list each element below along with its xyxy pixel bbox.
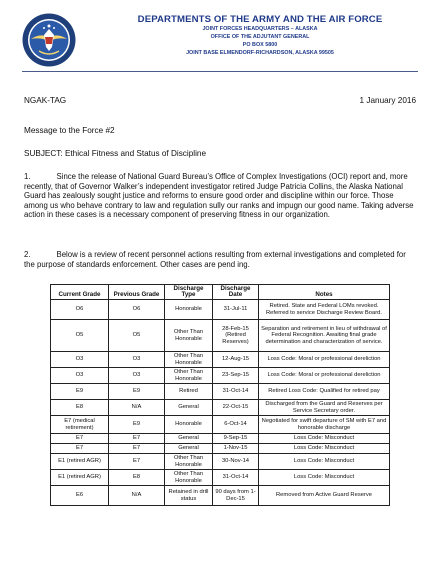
- cell-notes: Retired. State and Federal LOMs revoked. Referred to service Discharge Review Board.: [259, 300, 390, 320]
- table-row: [51, 486, 390, 506]
- cell-current-grade: E1 (retired AGR): [51, 454, 109, 470]
- cell-notes: Loss Code: Misconduct: [259, 470, 390, 486]
- table-row: [51, 454, 390, 470]
- letterhead-org: DEPARTMENTS OF THE ARMY AND THE AIR FORCE: [137, 14, 383, 25]
- table-row: [51, 368, 390, 384]
- cell-discharge-type: General: [165, 434, 213, 444]
- cell-previous-grade: E9: [109, 384, 165, 400]
- col-previous-grade: Previous Grade: [109, 285, 165, 300]
- cell-discharge-date: 90 days from 1-Dec-15: [213, 486, 259, 506]
- cell-discharge-date: 12-Aug-15: [213, 352, 259, 368]
- paragraph-1-text: Since the release of National Guard Bureau’s Office of Complex Investigations (OCI) report and, more recently, that of Governor Walker’s independent investigator retired Judge Patricia Collins, the Alaska National Guard has zealously sought justice and reforms to ensure good order and discipline within our force. Those among us who behave contrary to law and regulation sully our ranks and impugn our good name. Taking adverse action in these cases is a necessary component of preserving fitness in our organization.: [24, 172, 414, 219]
- table-body: [51, 300, 390, 506]
- letterhead-line-1: JOINT FORCES HEADQUARTERS – ALASKA: [202, 26, 318, 32]
- cell-discharge-date: 6-Oct-14: [213, 416, 259, 434]
- cell-current-grade: E7: [51, 434, 109, 444]
- cell-current-grade: E7: [51, 444, 109, 454]
- cell-notes: Removed from Active Guard Reserve: [259, 486, 390, 506]
- cell-discharge-type: Other Than Honorable: [165, 454, 213, 470]
- dod-seal-icon: [22, 13, 76, 67]
- cell-previous-grade: N/A: [109, 486, 165, 506]
- cell-previous-grade: N/A: [109, 400, 165, 416]
- cell-discharge-date: 1-Nov-15: [213, 444, 259, 454]
- table-row: [51, 400, 390, 416]
- reference-line: [24, 96, 416, 105]
- cell-discharge-date: 31-Oct-14: [213, 384, 259, 400]
- cell-discharge-date: 23-Sep-15: [213, 368, 259, 384]
- personnel-actions-table: [50, 284, 390, 506]
- cell-previous-grade: O6: [109, 300, 165, 320]
- col-current-grade: Current Grade: [51, 285, 109, 300]
- cell-discharge-type: General: [165, 400, 213, 416]
- cell-discharge-date: 28-Feb-15 (Retired Reserves): [213, 320, 259, 352]
- paragraph-1: [24, 172, 416, 220]
- cell-current-grade: O3: [51, 368, 109, 384]
- cell-discharge-type: Other Than Honorable: [165, 368, 213, 384]
- cell-current-grade: E7 (medical retirement): [51, 416, 109, 434]
- table-row: [51, 352, 390, 368]
- table-row: [51, 434, 390, 444]
- letterhead-line-4: JOINT BASE ELMENDORF-RICHARDSON, ALASKA 99505: [186, 50, 334, 56]
- cell-previous-grade: O3: [109, 368, 165, 384]
- cell-notes: Loss Code: Misconduct: [259, 454, 390, 470]
- cell-discharge-date: 30-Nov-14: [213, 454, 259, 470]
- paragraph-1-number: 1.: [24, 172, 31, 181]
- letterhead: [88, 14, 432, 57]
- cell-discharge-type: Retained in drill status: [165, 486, 213, 506]
- letter-date: 1 January 2016: [359, 96, 416, 105]
- cell-notes: Loss Code: Moral or professional dereliction: [259, 368, 390, 384]
- cell-current-grade: O5: [51, 320, 109, 352]
- cell-notes: Separation and retirement in lieu of withdrawal of Federal Recognition. Awaiting final grade determination and characterization of service.: [259, 320, 390, 352]
- col-discharge-date: Discharge Date: [213, 285, 259, 300]
- table-header-row: [51, 285, 390, 300]
- cell-previous-grade: E7: [109, 444, 165, 454]
- table-row: [51, 320, 390, 352]
- cell-discharge-date: 31-Oct-14: [213, 470, 259, 486]
- cell-notes: Loss Code: Misconduct: [259, 434, 390, 444]
- paragraph-2-text: Below is a review of recent personnel actions resulting from external investigations and completed for the purpose of standards enforcement. Other cases are pend ing.: [24, 250, 406, 269]
- cell-previous-grade: E9: [109, 416, 165, 434]
- paragraph-2-number: 2.: [24, 250, 31, 259]
- cell-notes: Loss Code: Misconduct: [259, 444, 390, 454]
- cell-current-grade: O6: [51, 300, 109, 320]
- cell-current-grade: E1 (retired AGR): [51, 470, 109, 486]
- col-discharge-type: Discharge Type: [165, 285, 213, 300]
- cell-current-grade: E8: [51, 400, 109, 416]
- cell-notes: Loss Code: Moral or professional dereliction: [259, 352, 390, 368]
- cell-current-grade: E6: [51, 486, 109, 506]
- cell-previous-grade: O5: [109, 320, 165, 352]
- cell-discharge-date: 31-Jul-11: [213, 300, 259, 320]
- message-title: Message to the Force #2: [24, 126, 115, 135]
- table-row: [51, 444, 390, 454]
- cell-discharge-type: General: [165, 444, 213, 454]
- col-notes: Notes: [259, 285, 390, 300]
- table-row: [51, 416, 390, 434]
- letterhead-line-3: PO BOX 5800: [242, 42, 278, 48]
- cell-discharge-type: Retired: [165, 384, 213, 400]
- cell-previous-grade: E8: [109, 470, 165, 486]
- subject-line: SUBJECT: Ethical Fitness and Status of Discipline: [24, 149, 207, 158]
- cell-notes: Retired Loss Code: Qualified for retired pay: [259, 384, 390, 400]
- office-symbol: NGAK-TAG: [24, 96, 67, 105]
- cell-notes: Negotiated for swift departure of SM with E7 and honorable discharge: [259, 416, 390, 434]
- cell-discharge-date: 22-Oct-15: [213, 400, 259, 416]
- cell-discharge-type: Other Than Honorable: [165, 352, 213, 368]
- cell-discharge-type: Honorable: [165, 416, 213, 434]
- cell-previous-grade: E7: [109, 454, 165, 470]
- cell-previous-grade: O3: [109, 352, 165, 368]
- cell-current-grade: E9: [51, 384, 109, 400]
- cell-discharge-type: Honorable: [165, 300, 213, 320]
- paragraph-2: [24, 250, 416, 269]
- cell-current-grade: O3: [51, 352, 109, 368]
- cell-notes: Discharged from the Guard and Reserves per Service Secretary order.: [259, 400, 390, 416]
- cell-discharge-type: Other Than Honorable: [165, 470, 213, 486]
- table-row: [51, 300, 390, 320]
- cell-discharge-date: 9-Sep-15: [213, 434, 259, 444]
- header-divider: [22, 71, 418, 72]
- table-row: [51, 384, 390, 400]
- cell-previous-grade: E7: [109, 434, 165, 444]
- cell-discharge-type: Other Than Honorable: [165, 320, 213, 352]
- letterhead-line-2: OFFICE OF THE ADJUTANT GENERAL: [210, 34, 310, 40]
- table-row: [51, 470, 390, 486]
